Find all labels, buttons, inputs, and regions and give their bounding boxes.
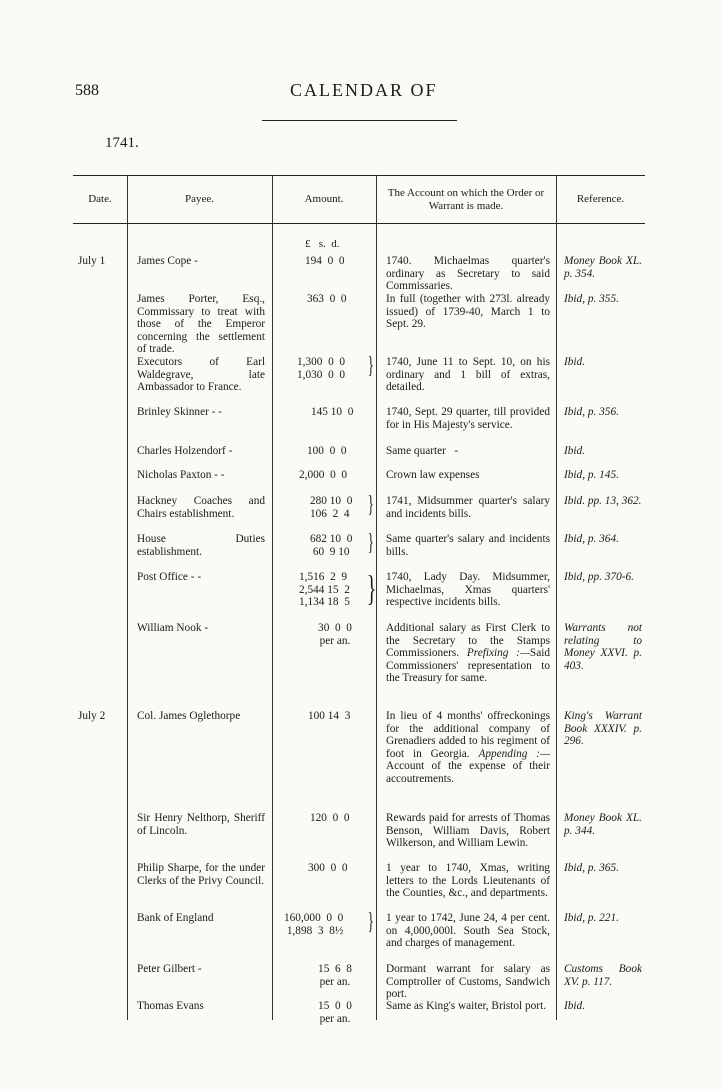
account-cell: Crown law expenses xyxy=(386,469,480,481)
column-header-date: Date. xyxy=(88,193,112,205)
column-divider xyxy=(556,175,557,1020)
table-top-rule xyxy=(73,175,645,176)
reference-cell: Ibid. xyxy=(564,356,586,368)
payee-cell: Philip Sharpe, for the under Clerks of the Privy Council. xyxy=(137,862,265,887)
account-cell: 1 year to 1742, June 24, 4 per cent. on 4,000,000l. South Sea Stock, and charges of management. xyxy=(386,912,550,950)
reference-cell: Customs Book XV. p. 117. xyxy=(564,963,642,988)
payee-cell: William Nook - xyxy=(137,622,209,634)
reference-cell: Warrants not relating to Money XXVI. p. 403. xyxy=(564,622,642,672)
amount-cell: 15 0 0 per an. xyxy=(318,1000,352,1025)
payee-cell: Hackney Coaches and Chairs establishment. xyxy=(137,495,265,520)
column-divider xyxy=(272,175,273,1020)
currency-units: £ s. d. xyxy=(305,238,340,250)
brace-mark: } xyxy=(367,530,374,556)
column-header-reference: Reference. xyxy=(576,193,625,205)
account-cell: 1741, Midsummer quarter's salary and incidents bills. xyxy=(386,495,550,520)
brace-mark: } xyxy=(367,492,374,518)
account-cell xyxy=(386,710,550,786)
amount-cell: 1,516 2 9 2,544 15 2 1,134 18 5 xyxy=(299,571,350,609)
payee-cell: Bank of England xyxy=(137,912,214,924)
reference-cell: Ibid. xyxy=(564,445,586,457)
account-cell: Same as King's waiter, Bristol port. xyxy=(386,1000,547,1012)
page-number: 588 xyxy=(75,82,99,99)
brace-mark: } xyxy=(367,909,374,935)
reference-cell: Ibid, p. 364. xyxy=(564,533,619,545)
reference-cell: Ibid, p. 356. xyxy=(564,406,619,418)
payee-cell: James Cope - xyxy=(137,255,198,267)
amount-cell: 100 14 3 xyxy=(308,710,351,722)
brace-mark: } xyxy=(367,353,374,379)
account-text: In lieu of 4 months' offreckonings for the additional company of Grenadiers added to his regiment of foot in Georgia. xyxy=(386,710,550,760)
payee-cell: Nicholas Paxton - - xyxy=(137,469,225,481)
payee-cell: House Duties establishment. xyxy=(137,533,265,558)
account-cell xyxy=(386,622,550,685)
year-heading: 1741. xyxy=(105,135,139,151)
reference-cell: Money Book XL. p. 354. xyxy=(564,255,642,280)
account-cell: Same quarter's salary and incidents bills. xyxy=(386,533,550,558)
account-cell: Same quarter - xyxy=(386,445,459,457)
column-header-payee: Payee. xyxy=(184,193,214,205)
account-cell: Rewards paid for arrests of Thomas Benson, William Davis, Robert Wilkerson, and William Lewin. xyxy=(386,812,550,850)
account-cell: 1 year to 1740, Xmas, writing letters to the Lords Lieutenants of the Counties, &c., and departments. xyxy=(386,862,550,900)
column-divider xyxy=(127,175,128,1020)
reference-cell: Ibid, p. 221. xyxy=(564,912,619,924)
date-cell: July 2 xyxy=(78,710,106,722)
reference-cell: King's Warrant Book XXXIV. p. 296. xyxy=(564,710,642,748)
payee-cell: Post Office - - xyxy=(137,571,202,583)
amount-cell: 100 0 0 xyxy=(307,445,347,457)
payee-cell: Executors of Earl Waldegrave, late Ambassador to France. xyxy=(137,356,265,394)
amount-cell: 682 10 0 60 9 10 xyxy=(310,533,353,558)
amount-cell: 280 10 0 106 2 4 xyxy=(310,495,353,520)
reference-cell: Ibid, p. 365. xyxy=(564,862,619,874)
account-cell: 1740, June 11 to Sept. 10, on his ordinary and 1 bill of extras, detailed. xyxy=(386,356,550,394)
payee-cell: Brinley Skinner - - xyxy=(137,406,223,418)
amount-cell: 15 6 8 per an. xyxy=(318,963,352,988)
date-cell: July 1 xyxy=(78,255,106,267)
account-note-label: Appending :— xyxy=(478,747,551,760)
column-header-account: The Account on which the Order or Warrant is made. xyxy=(387,187,545,212)
account-cell: 1740. Michaelmas quarter's ordinary as Secretary to said Commissaries. xyxy=(386,255,550,293)
payee-cell: Charles Holzendorf - xyxy=(137,445,233,457)
account-cell: 1740, Sept. 29 quarter, till provided for in His Majesty's service. xyxy=(386,406,550,431)
reference-cell: Ibid, p. 355. xyxy=(564,293,619,305)
brace-mark: } xyxy=(366,568,377,608)
amount-cell: 300 0 0 xyxy=(308,862,348,874)
amount-cell: 1,300 0 0 1,030 0 0 xyxy=(297,356,346,381)
account-note: Account of the expense of their accoutrements. xyxy=(386,760,550,785)
column-header-amount: Amount. xyxy=(304,193,344,205)
amount-cell: 2,000 0 0 xyxy=(299,469,348,481)
account-text: Additional salary as First Clerk to the Secretary to the Stamps Commissioners. xyxy=(386,622,550,660)
reference-cell: Ibid. xyxy=(564,1000,586,1012)
payee-cell: James Porter, Esq., Commissary to treat with those of the Emperor concerning the settlement of trade. xyxy=(137,293,265,356)
amount-cell: 120 0 0 xyxy=(310,812,350,824)
reference-cell: Ibid, p. 145. xyxy=(564,469,619,481)
account-cell: Dormant warrant for salary as Comptroller of Customs, Sandwich port. xyxy=(386,963,550,1001)
reference-cell: Ibid, pp. 370-6. xyxy=(564,571,634,583)
payee-cell: Peter Gilbert - xyxy=(137,963,202,975)
amount-cell: 160,000 0 0 1,898 3 8½ xyxy=(284,912,344,937)
account-note: Said Commissioners' representation to the Treasury for same. xyxy=(386,647,551,685)
amount-cell: 363 0 0 xyxy=(307,293,347,305)
reference-cell: Money Book XL. p. 344. xyxy=(564,812,642,837)
account-cell: 1740, Lady Day. Midsummer, Michaelmas, Xmas quarters' respective incidents bills. xyxy=(386,571,550,609)
payee-cell: Col. James Oglethorpe xyxy=(137,710,241,722)
running-head: CALENDAR OF xyxy=(290,80,438,100)
payee-cell: Sir Henry Nelthorp, Sheriff of Lincoln. xyxy=(137,812,265,837)
amount-cell: 30 0 0 per an. xyxy=(318,622,352,647)
table-header-rule xyxy=(73,223,645,224)
amount-cell: 194 0 0 xyxy=(305,255,345,267)
header-rule xyxy=(262,120,457,121)
reference-cell: Ibid. pp. 13, 362. xyxy=(564,495,642,507)
payee-cell: Thomas Evans xyxy=(137,1000,204,1012)
amount-cell: 145 10 0 xyxy=(311,406,354,418)
account-cell: In full (together with 273l. already issued) of 1739-40, March 1 to Sept. 29. xyxy=(386,293,550,331)
account-note-label: Prefixing :— xyxy=(466,647,530,660)
